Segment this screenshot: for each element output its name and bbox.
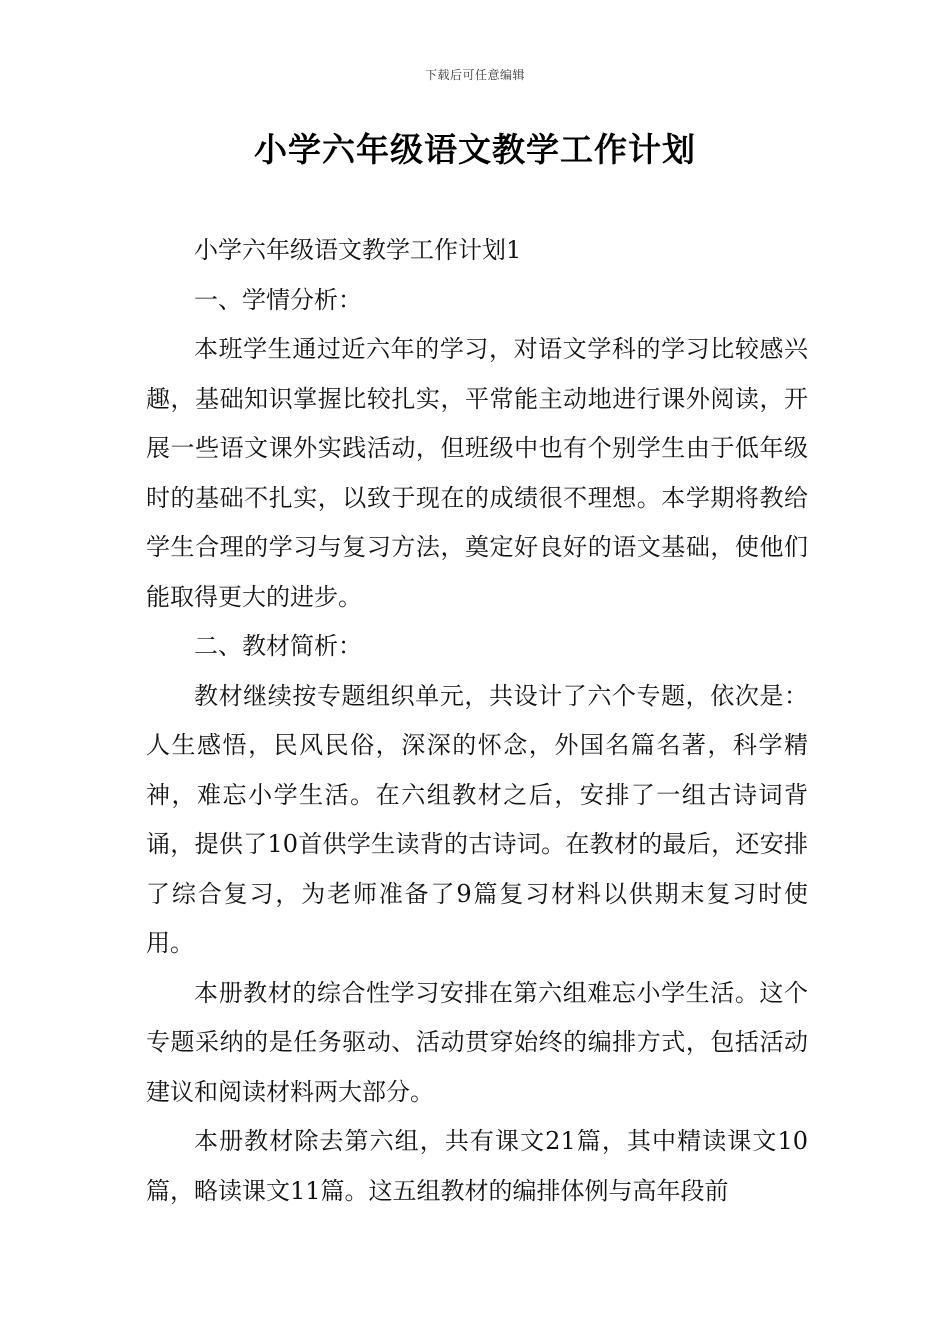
body-paragraph: 本班学生通过近六年的学习，对语文学科的学习比较感兴趣，基础知识掌握比较扎实，平常能主动地进行课外阅读，开展一些语文课外实践活动，但班级中也有个别学生由于低年级时的基础不扎实，以致于现在的成绩很不理想。本学期将教给学生合理的学习与复习方法，奠定好良好的语文基础，使他们能取得更大的进步。	[146, 335, 808, 611]
body-paragraph: 本册教材的综合性学习安排在第六组难忘小学生活。这个专题采纳的是任务驱动、活动贯穿始终的编排方式，包括活动建议和阅读材料两大部分。	[146, 978, 808, 1106]
body-paragraph: 本册教材除去第六组，共有课文21篇，其中精读课文10篇，略读课文11篇。这五组教材的编排体例与高年段前	[146, 1127, 808, 1205]
section-heading-textbook-analysis: 二、教材简析：	[194, 632, 362, 660]
header-note: 下载后可任意编辑	[424, 68, 525, 82]
section-heading-student-analysis: 一、学情分析：	[194, 285, 362, 314]
subtitle-paragraph: 小学六年级语文教学工作计划1	[194, 236, 522, 264]
document-body	[146, 226, 808, 1216]
body-paragraph: 教材继续按专题组织单元，共设计了六个专题，依次是：人生感悟，民风民俗，深深的怀念，外国名篇名著，科学精神，难忘小学生活。在六组教材之后，安排了一组古诗词背诵，提供了10首供学生读背的古诗词。在教材的最后，还安排了综合复习，为老师准备了9篇复习材料以供期末复习时使用。	[146, 681, 808, 957]
document-title: 小学六年级语文教学工作计划	[254, 130, 696, 169]
